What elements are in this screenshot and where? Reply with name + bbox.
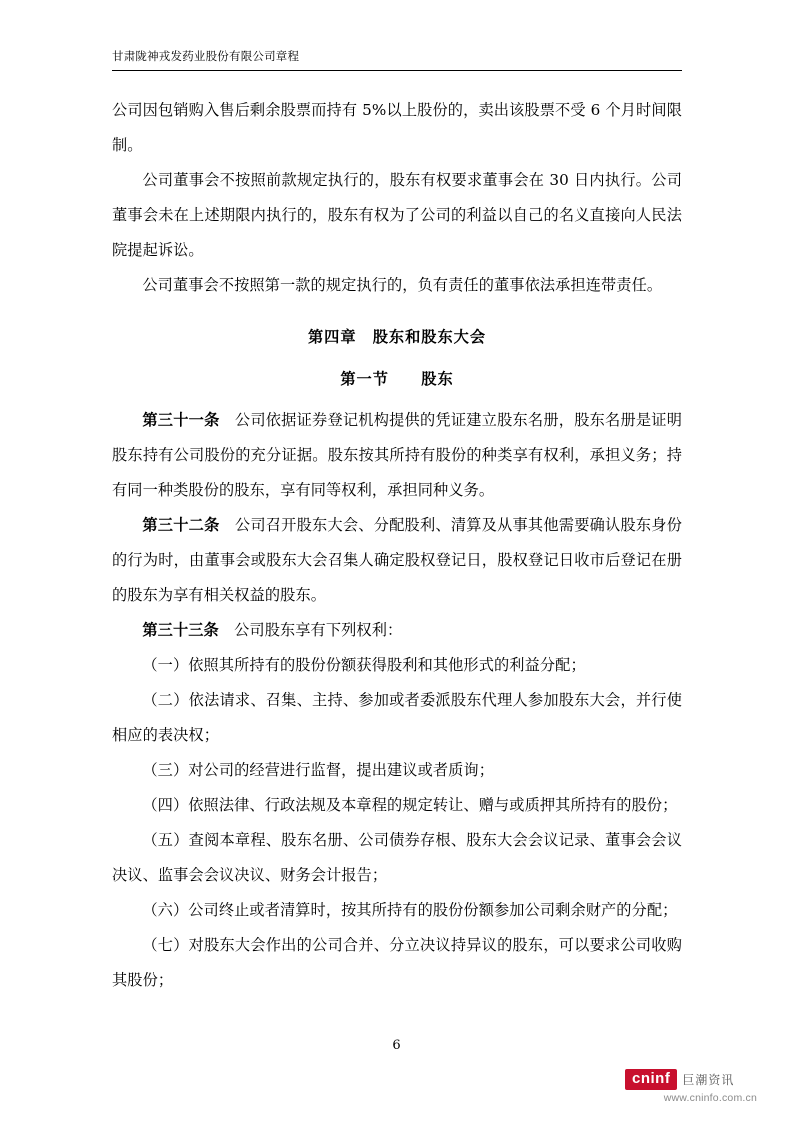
watermark-label: 巨潮资讯 (682, 1073, 735, 1087)
article-text: 公司依据证券登记机构提供的凭证建立股东名册，股东名册是证明股东持有公司股份的充分证据。股东按其所持有股份的种类享有权利，承担义务；持有同一种类股份的股东，享有同等权利，承担同种义务。 (112, 411, 683, 499)
list-item: （三）对公司的经营进行监督，提出建议或者质询； (142, 761, 495, 779)
list-item: （六）公司终止或者清算时，按其所持有的股份份额参加公司剩余财产的分配； (142, 901, 678, 919)
article-text: 公司召开股东大会、分配股利、清算及从事其他需要确认股东身份的行为时，由董事会或股东大会召集人确定股权登记日，股权登记日收市后登记在册的股东为享有相关权益的股东。 (112, 516, 683, 604)
article-32 (112, 508, 682, 613)
article-label: 第三十一条 (142, 411, 220, 429)
paragraph: 公司董事会不按照第一款的规定执行的，负有责任的董事依法承担连带责任。 (142, 276, 663, 294)
paragraph: 公司因包销购入售后剩余股票而持有 5%以上股份的，卖出该股票不受 6 个月时间限制。 (112, 101, 682, 154)
paragraph: 公司董事会不按照前款规定执行的，股东有权要求董事会在 30 日内执行。公司董事会未在上述期限内执行的，股东有权为了公司的利益以自己的名义直接向人民法院提起诉讼。 (112, 171, 682, 259)
document-body (112, 93, 682, 998)
list-item: （一）依照其所持有的股份份额获得股利和其他形式的利益分配； (142, 656, 586, 674)
list-item: （七）对股东大会作出的公司合并、分立决议持异议的股东，可以要求公司收购其股份； (112, 936, 682, 989)
watermark-url: www.cninfo.com.cn (663, 1092, 757, 1104)
article-text: 公司股东享有下列权利： (218, 621, 403, 639)
list-item: （二）依法请求、召集、主持、参加或者委派股东代理人参加股东大会，并行使相应的表决权； (112, 691, 682, 744)
article-33 (112, 613, 682, 648)
list-item: （五）查阅本章程、股东名册、公司债券存根、股东大会会议记录、董事会会议决议、监事会会议决议、财务会计报告； (112, 831, 682, 884)
cninfo-logo: cninf (625, 1069, 677, 1090)
watermark (625, 1069, 757, 1104)
page-header (112, 48, 682, 64)
article-31 (112, 403, 682, 508)
chapter-heading: 第四章 股东和股东大会 (307, 328, 487, 346)
page-number: 6 (392, 1038, 401, 1053)
article-label: 第三十二条 (142, 516, 220, 534)
section-heading: 第一节 股东 (340, 370, 454, 388)
header-divider (112, 70, 682, 71)
article-label: 第三十三条 (142, 621, 219, 639)
header-title: 甘肃陇神戎发药业股份有限公司章程 (112, 49, 300, 63)
list-item: （四）依照法律、行政法规及本章程的规定转让、赠与或质押其所持有的股份； (142, 796, 678, 814)
